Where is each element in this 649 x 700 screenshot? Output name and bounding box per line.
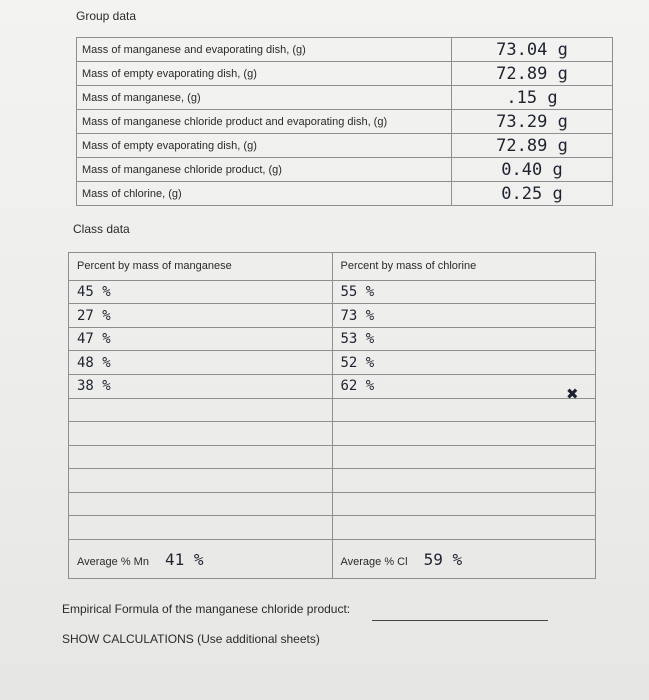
- average-mn-label: Average % Mn: [77, 555, 149, 568]
- percent-chlorine-cell: 52 %: [332, 351, 596, 375]
- percent-chlorine-cell: [332, 516, 596, 540]
- percent-manganese-cell: [69, 516, 333, 540]
- group-row: [77, 38, 613, 62]
- class-row: [69, 351, 596, 375]
- percent-manganese-cell: [69, 492, 333, 516]
- group-row-value: 72.89 g: [452, 134, 613, 158]
- empirical-formula-answer-line[interactable]: [372, 620, 548, 621]
- class-row: [69, 280, 596, 304]
- group-row-label: Mass of manganese and evaporating dish, (g): [77, 38, 452, 62]
- col-header-chlorine: Percent by mass of chlorine: [332, 253, 596, 281]
- percent-manganese-cell: [69, 422, 333, 446]
- percent-chlorine-cell: [332, 445, 596, 469]
- percent-manganese-cell: 38 %: [69, 374, 333, 398]
- percent-manganese-cell: 47 %: [69, 327, 333, 351]
- percent-chlorine-cell: [332, 492, 596, 516]
- percent-manganese-cell: [69, 469, 333, 493]
- group-row-label: Mass of chlorine, (g): [77, 182, 452, 206]
- group-row-label: Mass of manganese chloride product and evaporating dish, (g): [77, 110, 452, 134]
- percent-manganese-cell: 45 %: [69, 280, 333, 304]
- percent-manganese-cell: [69, 445, 333, 469]
- percent-manganese-cell: [69, 398, 333, 422]
- average-mn-value: 41 %: [164, 549, 204, 569]
- percent-manganese-cell: 48 %: [69, 351, 333, 375]
- x-mark-icon: ✖: [566, 385, 579, 403]
- group-row-value: .15 g: [452, 86, 613, 110]
- group-row-label: Mass of empty evaporating dish, (g): [77, 62, 452, 86]
- class-data-table: [68, 252, 596, 579]
- class-row: [69, 398, 596, 422]
- group-row-value: 0.40 g: [452, 158, 613, 182]
- percent-chlorine-cell: [332, 398, 596, 422]
- group-row-value: 73.29 g: [452, 110, 613, 134]
- class-row: [69, 469, 596, 493]
- class-row: [69, 374, 596, 398]
- class-row: [69, 304, 596, 328]
- class-row: [69, 492, 596, 516]
- class-header-row: [69, 253, 596, 281]
- class-row: [69, 516, 596, 540]
- group-row-value: 72.89 g: [452, 62, 613, 86]
- group-row: [77, 86, 613, 110]
- class-row: [69, 445, 596, 469]
- group-row: [77, 134, 613, 158]
- average-cl-value: 59 %: [423, 549, 463, 569]
- average-row: [69, 540, 596, 579]
- group-row: [77, 62, 613, 86]
- group-data-table: [76, 37, 613, 206]
- show-calculations-note: SHOW CALCULATIONS (Use additional sheets): [62, 632, 320, 646]
- group-row-label: Mass of manganese chloride product, (g): [77, 158, 452, 182]
- group-row-value: 73.04 g: [452, 38, 613, 62]
- group-row: [77, 110, 613, 134]
- col-header-manganese: Percent by mass of manganese: [69, 253, 333, 281]
- group-row: [77, 158, 613, 182]
- percent-chlorine-cell: 62 %: [332, 374, 596, 398]
- percent-chlorine-cell: 55 %: [332, 280, 596, 304]
- empirical-formula-label: Empirical Formula of the manganese chloride product:: [62, 602, 351, 616]
- group-row-label: Mass of empty evaporating dish, (g): [77, 134, 452, 158]
- class-row: [69, 422, 596, 446]
- percent-manganese-cell: 27 %: [69, 304, 333, 328]
- group-row-value: 0.25 g: [452, 182, 613, 206]
- percent-chlorine-cell: 73 %: [332, 304, 596, 328]
- average-cl-label: Average % Cl: [340, 555, 408, 568]
- group-data-heading: Group data: [76, 9, 137, 23]
- percent-chlorine-cell: [332, 422, 596, 446]
- group-row-label: Mass of manganese, (g): [77, 86, 452, 110]
- average-cl-cell: [332, 540, 596, 579]
- percent-chlorine-cell: 53 %: [332, 327, 596, 351]
- class-data-heading: Class data: [73, 222, 130, 236]
- class-row: [69, 327, 596, 351]
- percent-chlorine-cell: [332, 469, 596, 493]
- average-mn-cell: [69, 540, 333, 579]
- group-row: [77, 182, 613, 206]
